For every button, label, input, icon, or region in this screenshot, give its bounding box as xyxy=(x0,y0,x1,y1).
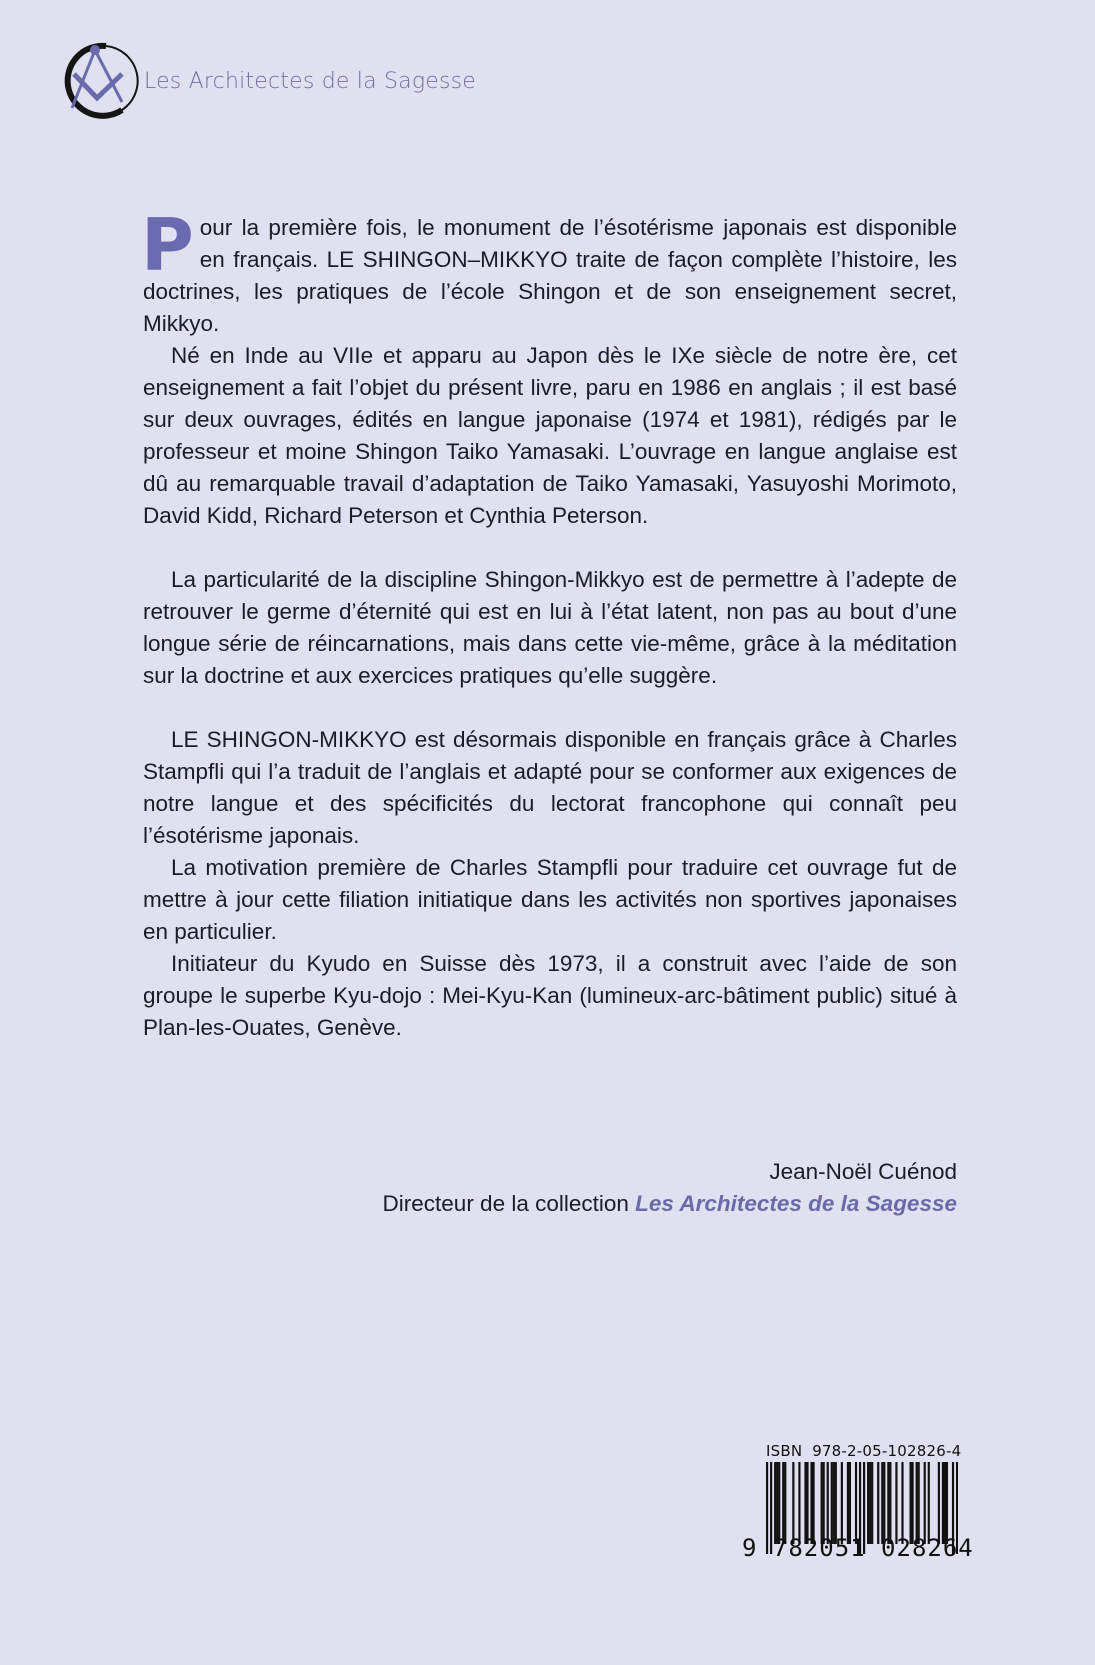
barcode-bar xyxy=(798,1462,800,1544)
barcode-bar xyxy=(887,1462,889,1544)
barcode-bar xyxy=(883,1462,885,1544)
barcode-bar xyxy=(823,1462,825,1544)
barcode-bar xyxy=(782,1462,784,1544)
barcode-bar xyxy=(909,1462,911,1544)
barcode-bar xyxy=(877,1462,879,1544)
barcode-bar xyxy=(849,1462,851,1544)
barcode-bar xyxy=(835,1462,837,1544)
barcode-bar xyxy=(841,1462,843,1544)
isbn-block xyxy=(742,1442,974,1562)
barcode-bar xyxy=(938,1462,940,1544)
barcode-bar xyxy=(847,1462,849,1544)
barcode-bar xyxy=(804,1462,806,1544)
signature xyxy=(383,1156,957,1220)
barcode-bar xyxy=(833,1462,835,1544)
paragraph-intro: Pour la première fois, le monument de l’ésotérisme japonais est disponible en français. LE SHINGON–MIKKYO traite de façon complète l’histoire, les doctrines, les pratiques de l’école Shingon et de son enseignement secret, Mikkyo. xyxy=(141,203,957,336)
barcode-bar xyxy=(924,1462,926,1544)
collection-title: Les Architectes de la Sagesse xyxy=(635,1191,957,1216)
barcode-bar xyxy=(831,1462,833,1544)
author-role: Directeur de la collection Les Architectes de la Sagesse xyxy=(382,1191,957,1216)
barcode-bar xyxy=(792,1462,794,1544)
barcode-bar xyxy=(946,1462,948,1544)
barcode-bar xyxy=(821,1462,823,1544)
paragraph-history: Né en Inde au VIIe et apparu au Japon dès le IXe siècle de notre ère, cet enseignement a fait l’objet du présent livre, paru en 1986 en anglais ; il est basé sur deux ouvrages, édités en langue japonaise (1974 et 1981), rédigés par le professeur et moine Shingon Taiko Yamasaki. L’ouvrage en langue anglaise est dû au remarquable travail d’adaptation de Taiko Yamasaki, Yasuyoshi Morimoto, David Kidd, Richard Peterson et Cynthia Peterson. xyxy=(143,343,957,528)
paragraph-kyudo: Initiateur du Kyudo en Suisse dès 1973, il a construit avec l’aide de son groupe le superbe Kyu-dojo : Mei-Kyu-Kan (lumineux-arc-bâtiment public) situé à Plan-les-Ouates, Genève. xyxy=(143,951,957,1040)
barcode-bar xyxy=(901,1462,903,1544)
barcode-bar xyxy=(806,1462,808,1544)
barcode-bar xyxy=(778,1462,780,1544)
barcode-bar xyxy=(774,1462,776,1544)
barcode-bar xyxy=(928,1462,930,1544)
isbn-label: ISBN 978-2-05-102826-4 xyxy=(766,1442,962,1460)
barcode-bar xyxy=(812,1462,814,1544)
barcode-bar xyxy=(776,1462,778,1544)
barcode-bar xyxy=(912,1462,914,1544)
barcode-bar xyxy=(942,1462,944,1544)
paragraph-motivation: La motivation première de Charles Stampfli pour traduire cet ouvrage fut de mettre à jour cette filiation initiatique dans les activités non sportives japonaises en particulier. xyxy=(143,855,957,944)
barcode-bar xyxy=(944,1462,946,1544)
paragraph-translation: LE SHINGON-MIKKYO est désormais disponible en français grâce à Charles Stampfli qui l’a traduit de l’anglais et adapté pour se conformer aux exigences de notre langue et des spécificités du lectorat francophone qui connaît peu l’ésotérisme japonais. xyxy=(143,727,957,848)
publisher-logo xyxy=(62,40,476,120)
barcode-bar xyxy=(867,1462,869,1544)
paragraph-discipline: La particularité de la discipline Shingon-Mikkyo est de permettre à l’adepte de retrouver le germe d’éternité qui est en lui à l’état latent, non pas au bout d’une longue série de réincarnations, mais dans cette vie-même, grâce à la méditation sur la doctrine et aux exercices pratiques qu’elle suggère. xyxy=(143,567,957,688)
barcode-bar xyxy=(810,1462,812,1544)
collection-name: Les Architectes de la Sagesse xyxy=(144,68,477,94)
barcode-bar xyxy=(827,1462,829,1544)
barcode-bar xyxy=(871,1462,873,1544)
barcode-digits: 9 782051 028264 xyxy=(742,1534,974,1562)
barcode-bar xyxy=(784,1462,786,1544)
back-cover-text xyxy=(141,203,957,1044)
barcode-bar xyxy=(869,1462,871,1544)
barcode-bar xyxy=(918,1462,920,1544)
author-name: Jean-Noël Cuénod xyxy=(769,1159,957,1184)
drop-cap: P xyxy=(141,203,194,287)
barcode-bar xyxy=(895,1462,897,1544)
barcode-bar xyxy=(916,1462,918,1544)
compass-square-circle-icon xyxy=(62,40,140,120)
barcode-bar xyxy=(881,1462,883,1544)
barcode-bar xyxy=(855,1462,857,1544)
barcode-bar xyxy=(889,1462,891,1544)
